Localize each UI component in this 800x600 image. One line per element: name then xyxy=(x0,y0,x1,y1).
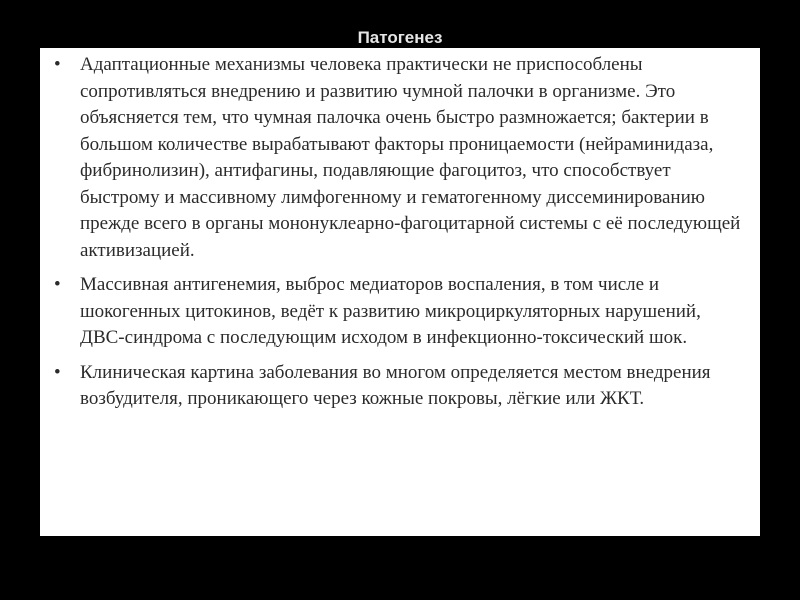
bullet-list xyxy=(52,52,744,413)
bullet-item-clinical-picture xyxy=(52,360,744,413)
bullet-text: Клиническая картина заболевания во многом определяется местом внедрения возбудителя, проникающего через кожные покровы, лёгкие или ЖКТ. xyxy=(80,361,711,409)
bullet-mark: • xyxy=(54,54,61,75)
slide-title: Патогенез xyxy=(357,28,443,47)
bullet-mark: • xyxy=(54,274,61,295)
bullet-item-antigenemia xyxy=(52,272,744,352)
bullet-mark: • xyxy=(54,361,61,383)
bullet-text: Массивная антигенемия, выброс медиаторов воспаления, в том числе и шокогенных цитокинов, ведёт к развитию микроциркуляторных нарушений, ДВС-синдрома с последующим исходом в инфекционно-токсический шок. xyxy=(80,274,701,348)
bullet-item-pathogen-adaptation xyxy=(52,52,744,264)
bullet-text: Адаптационные механизмы человека практически не приспособлены сопротивляться внедрению и развитию чумной палочки в организме. Это объясняется тем, что чумная палочка очень быстро размножается; бактерии в большом количестве вырабатывают факторы проницаемости (нейраминидаза, фибринолизин), антифагины, подавляющие фагоцитоз, что способствует быстрому и массивному лимфогенному и гематогенному диссеминированию прежде всего в органы мононуклеарно-фагоцитарной системы с её последующей активизацией. xyxy=(80,54,741,261)
content-panel xyxy=(40,48,760,536)
